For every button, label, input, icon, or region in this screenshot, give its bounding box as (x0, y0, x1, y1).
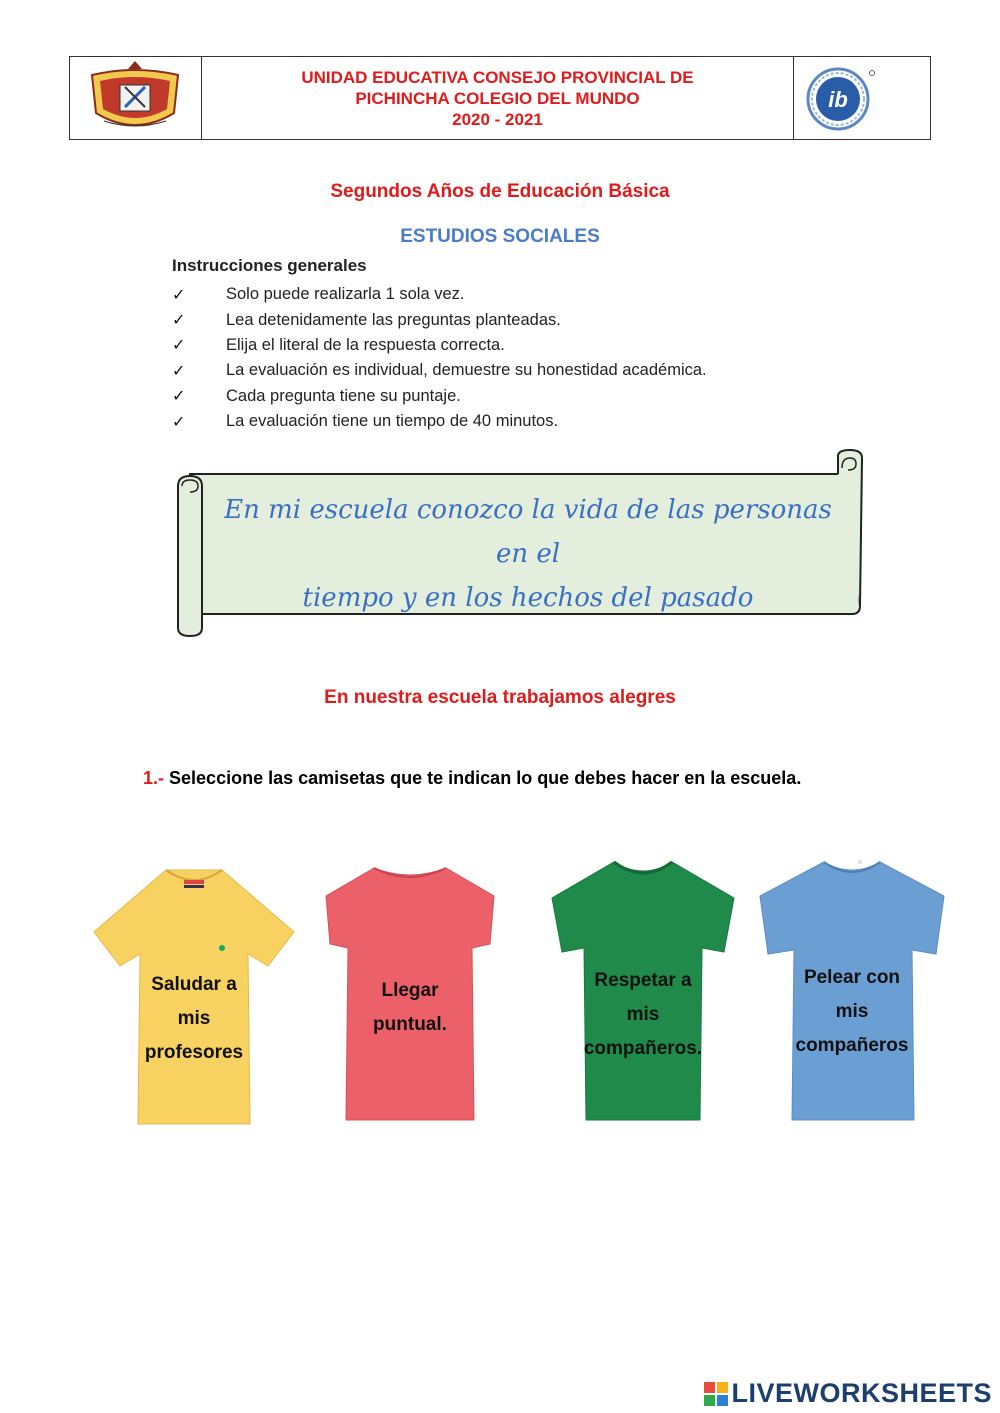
check-icon: ✓ (172, 362, 186, 380)
shirt-label-line: mis (177, 1008, 211, 1029)
scroll-text (208, 488, 848, 620)
ib-world-school-logo (794, 57, 930, 139)
instruction-item (172, 282, 872, 307)
instruction-text: Elija el literal de la respuesta correcta. (226, 335, 505, 354)
check-icon: ✓ (172, 388, 186, 406)
check-icon: ✓ (172, 337, 186, 355)
instruction-text: Solo puede realizarla 1 sola vez. (226, 285, 465, 304)
scroll-line-1: En mi escuela conozco la vida de las personas en el (224, 495, 832, 569)
instructions-list (172, 282, 872, 434)
shirt-label-line: puntual. (373, 1014, 447, 1035)
check-icon: ✓ (172, 286, 186, 304)
shirt-label-line: Llegar (381, 980, 439, 1001)
header-title (201, 57, 794, 139)
svg-text:ib: ib (828, 87, 848, 112)
header-left-cell (70, 57, 202, 139)
check-icon: ✓ (172, 413, 186, 431)
shirt-label-4 (754, 961, 950, 1063)
school-crest-logo (70, 57, 201, 139)
question-text: Seleccione las camisetas que te indican lo que debes hacer en la escuela. (169, 768, 802, 788)
shirt-label-3 (546, 964, 740, 1066)
shirt-option-4[interactable] (754, 856, 950, 1128)
instruction-item (172, 409, 872, 434)
shirt-label-line: Pelear con (803, 967, 901, 988)
section-title: En nuestra escuela trabajamos alegres (324, 687, 676, 708)
instruction-text: La evaluación es individual, demuestre su honestidad académica. (226, 361, 707, 380)
shirt-label-1 (88, 968, 300, 1070)
header-line-3: 2020 - 2021 (452, 109, 543, 129)
check-icon: ✓ (172, 312, 186, 330)
subject-title: ESTUDIOS SOCIALES (400, 226, 600, 247)
liveworksheets-logo-icon (703, 1381, 729, 1407)
subtitle: Segundos Años de Educación Básica (330, 181, 670, 202)
shirt-label-line: compañeros (795, 1035, 909, 1056)
shirt-label-line: Respetar a (594, 970, 692, 991)
instruction-item (172, 307, 872, 332)
instruction-item (172, 333, 872, 358)
shirt-label-line: Saludar a (151, 974, 237, 995)
shirt-label-line: mis (626, 1004, 660, 1025)
scroll-line-2: tiempo y en los hechos del pasado (302, 583, 754, 613)
question-number: 1.- (143, 768, 165, 788)
shirt-option-3[interactable] (546, 856, 740, 1128)
header-table (69, 56, 931, 140)
shirt-option-2[interactable] (322, 864, 498, 1128)
shirt-label-2 (322, 974, 498, 1042)
instruction-text: La evaluación tiene un tiempo de 40 minutos. (226, 412, 559, 431)
header-right-cell (793, 57, 930, 139)
instruction-item (172, 358, 872, 383)
shirt-label-line: profesores (144, 1042, 244, 1063)
liveworksheets-brand: LIVEWORKSHEETS (731, 1378, 992, 1408)
instructions-title: Instrucciones generales (172, 256, 367, 275)
instruction-text: Cada pregunta tiene su puntaje. (226, 386, 461, 405)
header-line-2: PICHINCHA COLEGIO DEL MUNDO (355, 88, 640, 108)
instruction-text: Lea detenidamente las preguntas planteadas. (226, 310, 561, 329)
header-line-1: UNIDAD EDUCATIVA CONSEJO PROVINCIAL DE (301, 67, 694, 87)
liveworksheets-logo[interactable] (703, 1378, 992, 1409)
shirt-label-line: compañeros. (583, 1038, 703, 1059)
shirt-label-line: mis (835, 1001, 869, 1022)
instruction-item (172, 384, 872, 409)
shirt-option-1[interactable] (88, 862, 300, 1132)
question-1 (143, 768, 801, 789)
